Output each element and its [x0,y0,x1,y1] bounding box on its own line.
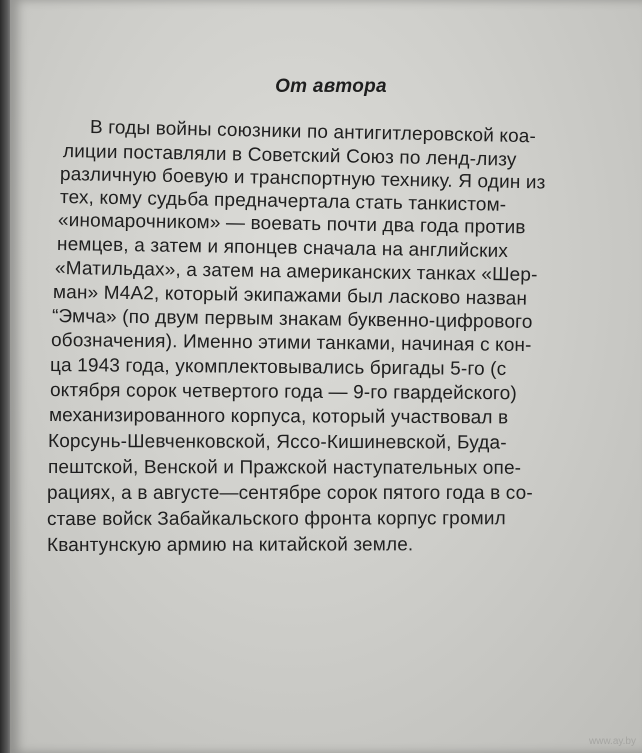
book-page [10,0,642,753]
text-line: немцев, а затем и японцев сначала на английских [56,234,509,263]
text-line: “Эмча» (по двум первым знакам буквенно-цифрового [51,306,533,333]
text-line: ца 1943 года, укомплектовывались бригады 5-го (с [49,355,507,380]
text-line: «Матильдах», а затем на американских танках «Шер- [54,258,538,286]
text-line: Квантунскую армию на китайской земле. [46,534,414,556]
text-line: обозначения). Именно этими танками, начиная с кон- [50,330,532,357]
text-line: ман» М4А2, который экипажами был ласково назван [52,282,528,310]
text-line: ставе войск Забайкальского фронта корпус громил [46,508,506,530]
text-line: лиции поставляли в Советский Союз по ленд-лизу [62,141,517,171]
text-line: рациях, а в августе—сентябре сорок пятого года в со- [47,483,533,504]
page-title: От автора [275,76,387,97]
text-line: различную боевую и транспортную технику. Я один из [59,164,546,194]
text-line: октября сорок четвертого года — 9-го гвардейского) [49,380,517,405]
text-line: «иномарочником» — воевать почти два года против [57,210,526,239]
watermark: www.ay.by [588,736,636,747]
text-line: Корсунь-Шевченковской, Яссо-Кишиневской, Буда- [47,431,507,454]
text-line: тех, кому судьба предначертала стать танкистом- [59,187,507,216]
text-line: механизированного корпуса, который участвовал в [48,405,509,429]
text-line: пештской, Венской и Пражской наступательных опе- [47,457,522,479]
text-line: В годы войны союзники по антигитлеровской коа- [89,117,537,148]
text-body [10,0,642,753]
